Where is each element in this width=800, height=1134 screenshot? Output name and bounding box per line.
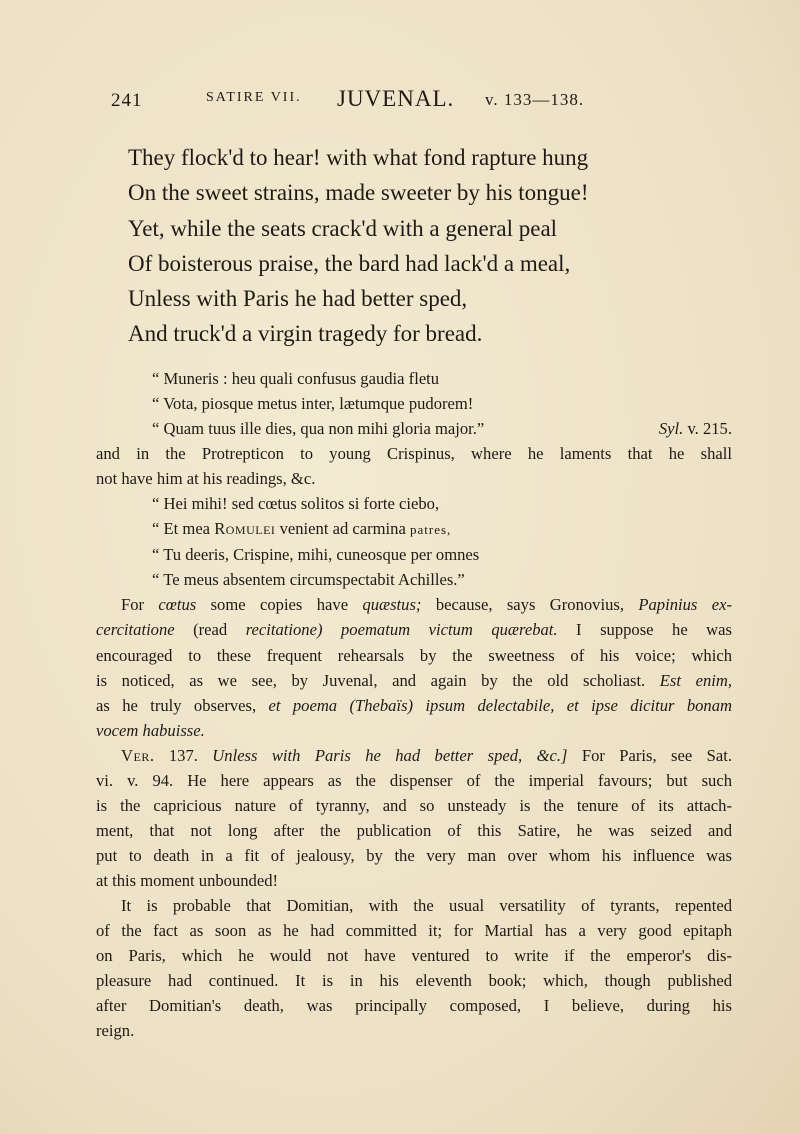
note-line: after Domitian's death, was principally composed, I believe, during his (96, 996, 732, 1016)
quote-line: “ Te meus absentem circumspectabit Achilles.” (152, 570, 465, 590)
quote-smallcaps: patres, (409, 522, 452, 538)
note-line: as he truly observes, et poema (Thebaïs) ipsum delectabile, et ipse dicitur bonam (96, 695, 732, 715)
note-line: ment, that not long after the publication of this Satire, he was seized and (96, 820, 732, 840)
commentary-notes (96, 366, 732, 1043)
running-header (111, 88, 708, 118)
note-line: reign. (96, 1021, 135, 1041)
quote-line: “ Muneris : heu quali confusus gaudia fletu (152, 369, 440, 388)
note-line: and in the Protrepticon to young Crispinus, where he laments that he shall (96, 444, 732, 464)
note-line: vi. v. 94. He here appears as the dispenser of the imperial favours; but such (96, 770, 732, 790)
quote-line-text: “ Quam tuus ille dies, qua non mihi gloria major.” (152, 419, 485, 439)
note-line: For cœtus some copies have quæstus; because, says Gronovius, Papinius ex- (121, 595, 732, 615)
quote-line (96, 416, 732, 441)
quote-smallcaps: Romulei (214, 519, 276, 539)
note-line: vocem habuisse. (96, 720, 205, 740)
running-head-author: JUVENAL. (337, 86, 455, 111)
quote-citation (659, 416, 732, 441)
quote-line-text: “ Et mea (152, 519, 215, 539)
note-line: encouraged to these frequent rehearsals by the sweetness of his voice; which (96, 645, 732, 665)
verse-line: Unless with Paris he had better sped, (128, 286, 468, 312)
note-line: put to death in a fit of jealousy, by the very man over whom his influence was (96, 845, 732, 865)
note-line: Ver. 137. Unless with Paris he had better sped, &c.] For Paris, see Sat. (121, 745, 732, 765)
running-head-verse-range: v. 133—138. (485, 90, 585, 109)
quote-line: “ Tu deeris, Crispine, mihi, cuneosque per omnes (152, 545, 480, 565)
verse-line: They flock'd to hear! with what fond rapture hung (128, 145, 589, 170)
citation-ref: v. 215. (687, 419, 732, 439)
note-line: cercitatione (read recitatione) poematum victum quærebat. I suppose he was (96, 620, 732, 640)
verse-translation (128, 140, 728, 352)
note-line: It is probable that Domitian, with the usual versatility of tyrants, repented (121, 895, 732, 915)
citation-source: Syl. (658, 419, 684, 439)
note-line: is the capricious nature of tyranny, and so unsteady is the tenure of its attach- (96, 795, 732, 815)
page-number: 241 (111, 90, 143, 111)
verse-line: Of boisterous praise, the bard had lack'd a meal, (128, 250, 571, 276)
quote-line (96, 516, 732, 542)
verse-line: Yet, while the seats crack'd with a general peal (128, 215, 558, 241)
verse-line: And truck'd a virgin tragedy for bread. (128, 321, 483, 347)
note-line: is noticed, as we see, by Juvenal, and again by the old scholiast. Est enim, (96, 670, 732, 690)
quote-line-text: venient ad carmina (275, 519, 410, 539)
note-line: on Paris, which he would not have ventured to write if the emperor's dis- (96, 946, 732, 966)
note-line: pleasure had continued. It is in his eleventh book; which, though published (96, 971, 732, 991)
note-line: of the fact as soon as he had committed it; for Martial has a very good epitaph (96, 921, 732, 941)
note-line: not have him at his readings, &c. (96, 469, 316, 489)
verse-line: On the sweet strains, made sweeter by his tongue! (128, 180, 589, 206)
quote-line: “ Vota, piosque metus inter, lætumque pudorem! (152, 394, 474, 414)
note-line: at this moment unbounded! (96, 870, 279, 890)
quote-line: “ Hei mihi! sed cœtus solitos si forte ciebo, (152, 494, 440, 514)
running-head-satire: SATIRE VII. (206, 90, 302, 105)
